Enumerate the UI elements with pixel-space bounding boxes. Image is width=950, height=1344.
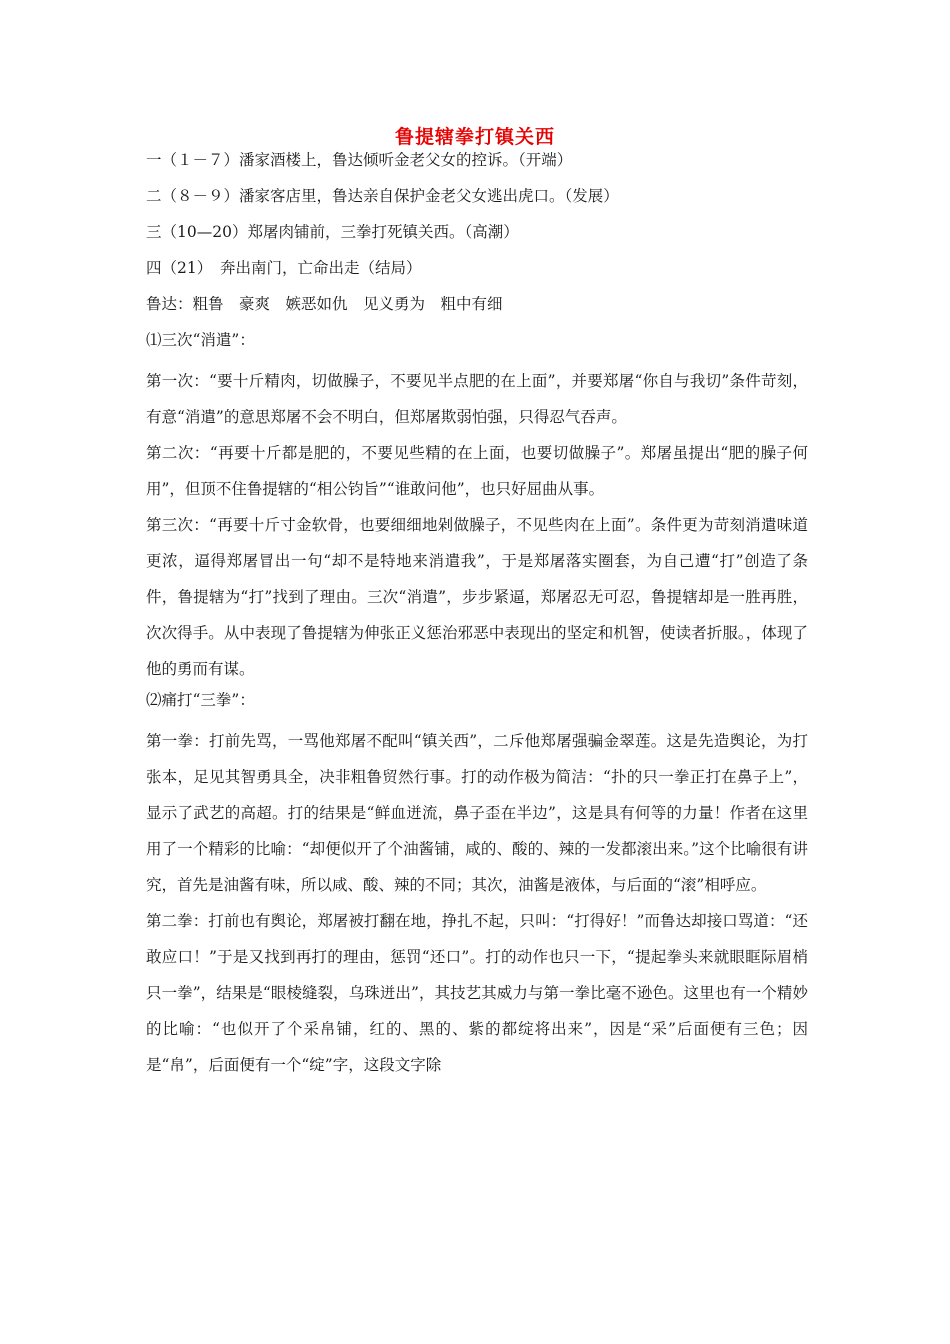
outline-item-4: 四（21） 奔出南门，亡命出走（结局） [146,259,422,277]
section1-heading: ⑴三次“消遣”： [146,331,255,349]
section1-paragraph-2: 第二次：“再要十斤都是肥的，不要见些精的在上面，也要切做臊子”。郑屠虽提出“肥的臊子何用”，但顶不住鲁提辖的“相公钧旨”“谁敢问他”，也只好屈曲从事。 [146,444,808,498]
outline-item-2: 二（８－９）潘家客店里，鲁达亲自保护金老父女逃出虎口。（发展） [146,187,619,205]
section2-paragraph-1: 第一拳：打前先骂，一骂他郑屠不配叫“镇关西”，二斥他郑屠强骗金翠莲。这是先造舆论，为打张本，足见其智勇具全，决非粗鲁贸然行事。打的动作极为简洁：“扑的只一拳正打在鼻子上”，显示了武艺的高超。打的结果是“鲜血迸流，鼻子歪在半边”，这是具有何等的力量！作者在这里用了一个精彩的比喻：“却便似开了个油酱铺，咸的、酸的、辣的一发都滚出来。”这个比喻很有讲究，首先是油酱有味，所以咸、酸、辣的不同；其次，油酱是液体，与后面的“滚”相呼应。 [146,732,808,894]
outline-item-3: 三（10—20）郑屠肉铺前，三拳打死镇关西。（高潮） [146,223,519,241]
section1-paragraph-1: 第一次：“要十斤精肉，切做臊子，不要见半点肥的在上面”，并要郑屠“你自与我切”条件苛刻，有意“消遣”的意思郑屠不会不明白，但郑屠欺弱怕强，只得忍气吞声。 [146,372,808,426]
outline-item-1: 一（１－７）潘家酒楼上，鲁达倾听金老父女的控诉。（开端） [146,151,573,169]
section2-heading: ⑵痛打“三拳”： [146,691,255,709]
section1-paragraph-3: 第三次：“再要十斤寸金软骨，也要细细地剁做臊子，不见些肉在上面”。条件更为苛刻消遣味道更浓，逼得郑屠冒出一句“却不是特地来消遣我”，于是郑屠落实圈套，为自己遭“打”创造了条件，鲁提辖为“打”找到了理由。三次“消遣”，步步紧逼，郑屠忍无可忍，鲁提辖却是一胜再胜，次次得手。从中表现了鲁提辖为伸张正义惩治邪恶中表现出的坚定和机智，使读者折服。，体现了他的勇而有谋。 [146,516,808,678]
document-body [146,149,808,1083]
section2-paragraph-2: 第二拳：打前也有舆论，郑屠被打翻在地，挣扎不起，只叫：“打得好！”而鲁达却接口骂道：“还敢应口！”于是又找到再打的理由，惩罚“还口”。打的动作也只一下，“提起拳头来就眼眶际眉梢只一拳”，结果是“眼棱缝裂，乌珠迸出”，其技艺其威力与第一拳比毫不逊色。这里也有一个精妙的比喻：“也似开了个采帛铺，红的、黑的、紫的都绽将出来”，因是“采”后面便有三色；因是“帛”，后面便有一个“绽”字，这段文字除 [146,912,808,1074]
character-traits: 鲁达：粗鲁 豪爽 嫉恶如仇 见义勇为 粗中有细 [146,295,503,313]
document-title: 鲁提辖拳打镇关西 [394,126,555,148]
